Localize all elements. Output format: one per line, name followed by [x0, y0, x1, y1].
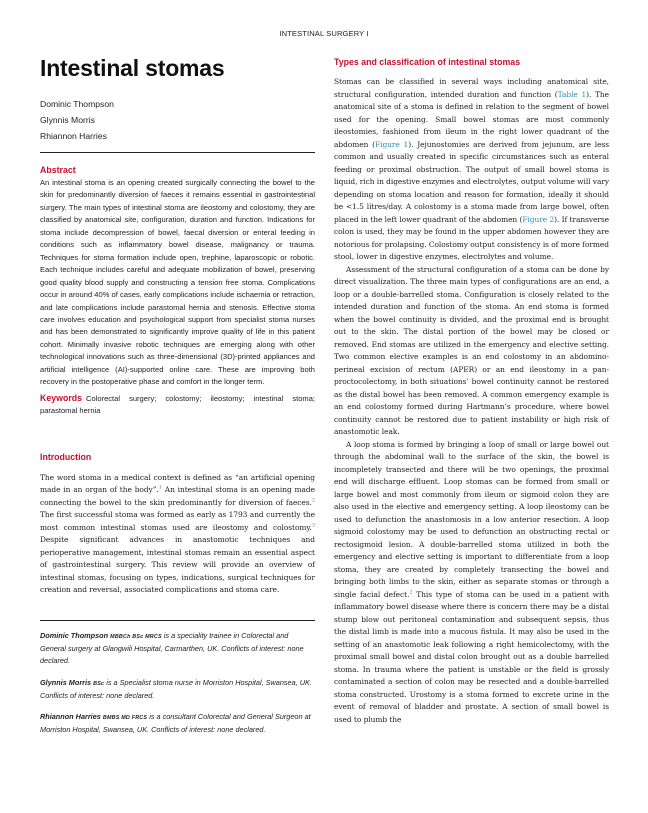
types-text-4: ). If transverse colon is used, they may be found in the upper abdomen however they are notorious for prolapsing. Colostomy output consistency is of more formed stool, lower in digestive enzymes, electrolytes and volume. — [334, 214, 609, 261]
types-text-2: ). The anatomical site of a stoma is defined in relation to the segment of bowel used for the opening. Small bowel stomas are most commonly ileostomies, fashioned from ileum in the right lower quadrant of the abdomen ( — [334, 89, 610, 149]
reference-2-link[interactable]: 2 — [311, 497, 315, 504]
abstract-heading: Abstract — [40, 165, 76, 175]
keywords-list: Colorectal surgery; colostomy; ileostomy; intestinal stoma; parastomal hernia — [40, 393, 315, 416]
affiliation-2 — [40, 677, 315, 703]
reference-2-link[interactable]: 2 — [409, 589, 413, 596]
affiliation-degrees: BMBS MD FRCS — [102, 715, 148, 722]
figure-1-link[interactable]: Figure 1 — [375, 139, 409, 149]
keywords-label: Keywords — [40, 392, 83, 403]
article-title: Intestinal stomas — [40, 55, 225, 81]
author-3: Rhiannon Harries — [40, 131, 107, 141]
title-divider — [40, 152, 315, 153]
types-heading: Types and classification of intestinal stomas — [334, 57, 521, 67]
introduction-heading: Introduction — [40, 451, 92, 462]
running-head: INTESTINAL SURGERY I — [279, 29, 369, 38]
reference-1-link[interactable]: 1 — [158, 484, 162, 491]
affiliation-3 — [40, 711, 315, 737]
table-1-link[interactable]: Table 1 — [557, 89, 587, 99]
affiliation-text: is a consultant Colorectal and General Surgeon at Morriston Hospital, Swansea, UK. Conflicts of interest: none declared. — [40, 712, 311, 735]
introduction-paragraph — [40, 472, 315, 597]
affiliation-name: Dominic Thompson — [40, 630, 109, 640]
types-paragraph-1 — [334, 76, 609, 264]
types-text-1: Stomas can be classified in several ways including anatomical site, structural configuration, intended duration and function ( — [334, 77, 609, 99]
affiliation-text: is a speciality trainee in Colorectal and General surgery at Glangwili Hospital, Carmarthen, UK. Conflicts of interest: none declared. — [40, 630, 304, 666]
affiliation-degrees: BSc — [93, 680, 105, 687]
reference-3-link[interactable]: 3 — [311, 522, 315, 529]
intro-text-3: The first successful stoma was formed as early as 1793 and currently the most common intestinal stomas used are ileostomy and colostomy. — [40, 510, 315, 532]
footnote-divider — [40, 620, 315, 621]
affiliation-name: Rhiannon Harries — [40, 712, 101, 722]
figure-2-link[interactable]: Figure 2 — [522, 214, 555, 224]
types-text-6: This type of stoma can be used in a patient with inflammatory bowel disease where there is concern there may be a distal stump blow out peritoneal contamination and subsequent sepsis, thus the distal limb is made into a mucous fistula. It may also be used in the setting of an anastomotic leak following a right hemicolectomy, with the proximal small bowel and distal colon brought out as a double barrelled stoma. In trauma where the patient is unstable or the field is grossly contaminated a section of colon may be resected and a double-barrelled stoma constructed. Urostomy is a stoma formed to excrete urine in the event of removal of bladder and prostate. A section of small bowel is used to plumb the — [334, 589, 609, 724]
intro-text-1: The word stoma in a medical context is defined as “an artificial opening made in an organ of the body”. — [40, 472, 315, 495]
types-text-5: A loop stoma is formed by bringing a loop of small or large bowel out through the abdominal wall to the surface of the skin, the bowel is incompletely transected and there will be two openings, the proximal end will discharge effluent. Loop stomas can be formed from small or large bowel and most commonly from ileum or sigmoid colon they are also used in the elective and emergency setting. A loop ileostomy can be used to defunction the anastomosis in a low anterior resection. A loop sigmoid colostomy may be used to defunction an obstructing rectal or rectosigmoid lesion. A double-barrelled stoma utilized in both the emergency and elective setting is important to differentiate from a loop stoma, they are created by completely transecting the bowel and bringing both limbs to the skin, either as separate stomas or through a single facial defect. — [334, 439, 609, 599]
author-2: Glynnis Morris — [40, 115, 95, 125]
intro-text-4: Despite significant advances in anastomotic techniques and perioperative management, intestinal stomas remain an essential aspect of gastrointestinal surgery. This review will provide an overview of intestinal stomas, focusing on types, indications, surgical techniques for creation and reversal, associated complications and stoma care. — [40, 535, 315, 595]
intro-text-2: An intestinal stoma is an opening made connecting the bowel to the skin predominantly for diversion of faeces. — [40, 485, 315, 507]
left-column — [40, 55, 315, 737]
keywords — [40, 392, 315, 418]
affiliation-1 — [40, 630, 315, 668]
types-paragraph-3 — [334, 439, 609, 727]
author-1: Dominic Thompson — [40, 99, 114, 109]
types-text-3: ). Jejunostomies are derived from jejunum, are less common and usually created in specific circumstances such as enteral feeding or proximal obstruction. The output of small bowel stoma is liquid, rich in digestive enzymes and electrolytes, output volume will vary depending on stoma location and reason for formation, ideally it should be <1.5 litres/day. A colostomy is a stoma made from large bowel, often placed in the left lower quadrant of the abdomen ( — [334, 139, 609, 224]
right-column — [334, 57, 609, 726]
affiliation-name: Glynnis Morris — [40, 677, 92, 687]
affiliation-degrees: MBBCh BSc MRCS — [110, 633, 162, 640]
types-paragraph-2: Assessment of the structural configuration of a stoma can be done by direct visualization. The three main types of configurations are an end, a loop or a double-barrelled stoma. Configuration is closely related to the intended duration and function of the stoma. An end stoma is formed when the bowel continuity is divided, and the proximal end is brought out to the skin. The distal portion of the bowel may be closed or removed. End stomas are utilized in the emergency and elective setting. Two common elective examples is an end colostomy in an abdominoperineal excision of rectum (APER) or an end ileostomy in a panproctocolectomy, in both situations’ bowel continuity cannot be restored as the distal bowel has been removed. A common emergency example is an end colostomy formed during Hartmann’s procedure, where bowel continuity cannot be restored due to patient instability or high risk of anastomotic leak. — [334, 264, 609, 436]
abstract-text: An intestinal stoma is an opening created surgically connecting the bowel to the skin for predominantly diversion of faeces it remains essential in gastrointestinal surgery. The main types of intestinal stoma are ileostomy and colostomy, they are classified by anatomical site, configuration, duration and function. Indications for stoma include decompression of bowel, faecal diversion or enteral feeding in conditions such as inflammatory bowel disease, malignancy or trauma. Techniques for stoma formation include open, trephine, laparoscopic or robotic. Each technique includes careful and adequate mobilization of bowel, preserving good quality blood supply and constructing a tension free stoma. Complications occur in around 40% of cases, early complications include ischaemia or retraction, and late complications include parastomal hernia and stenosis. Effective stoma care involves education and psychological support from specialist stoma nurses and has been demonstrated to significantly improve quality of life in this patient cohort. Minimally invasive robotic techniques are emerging along with other technological innovations such as three-dimensional (3D)-printed appliances and artificial intelligence (AI)-supported online care. These are improving both recovery in the postoperative phase and comfort in the longer term. — [40, 178, 315, 387]
affiliation-text: is a Specialist stoma nurse in Morriston Hospital, Swansea, UK. Conflicts of interest: none declared. — [40, 677, 312, 700]
